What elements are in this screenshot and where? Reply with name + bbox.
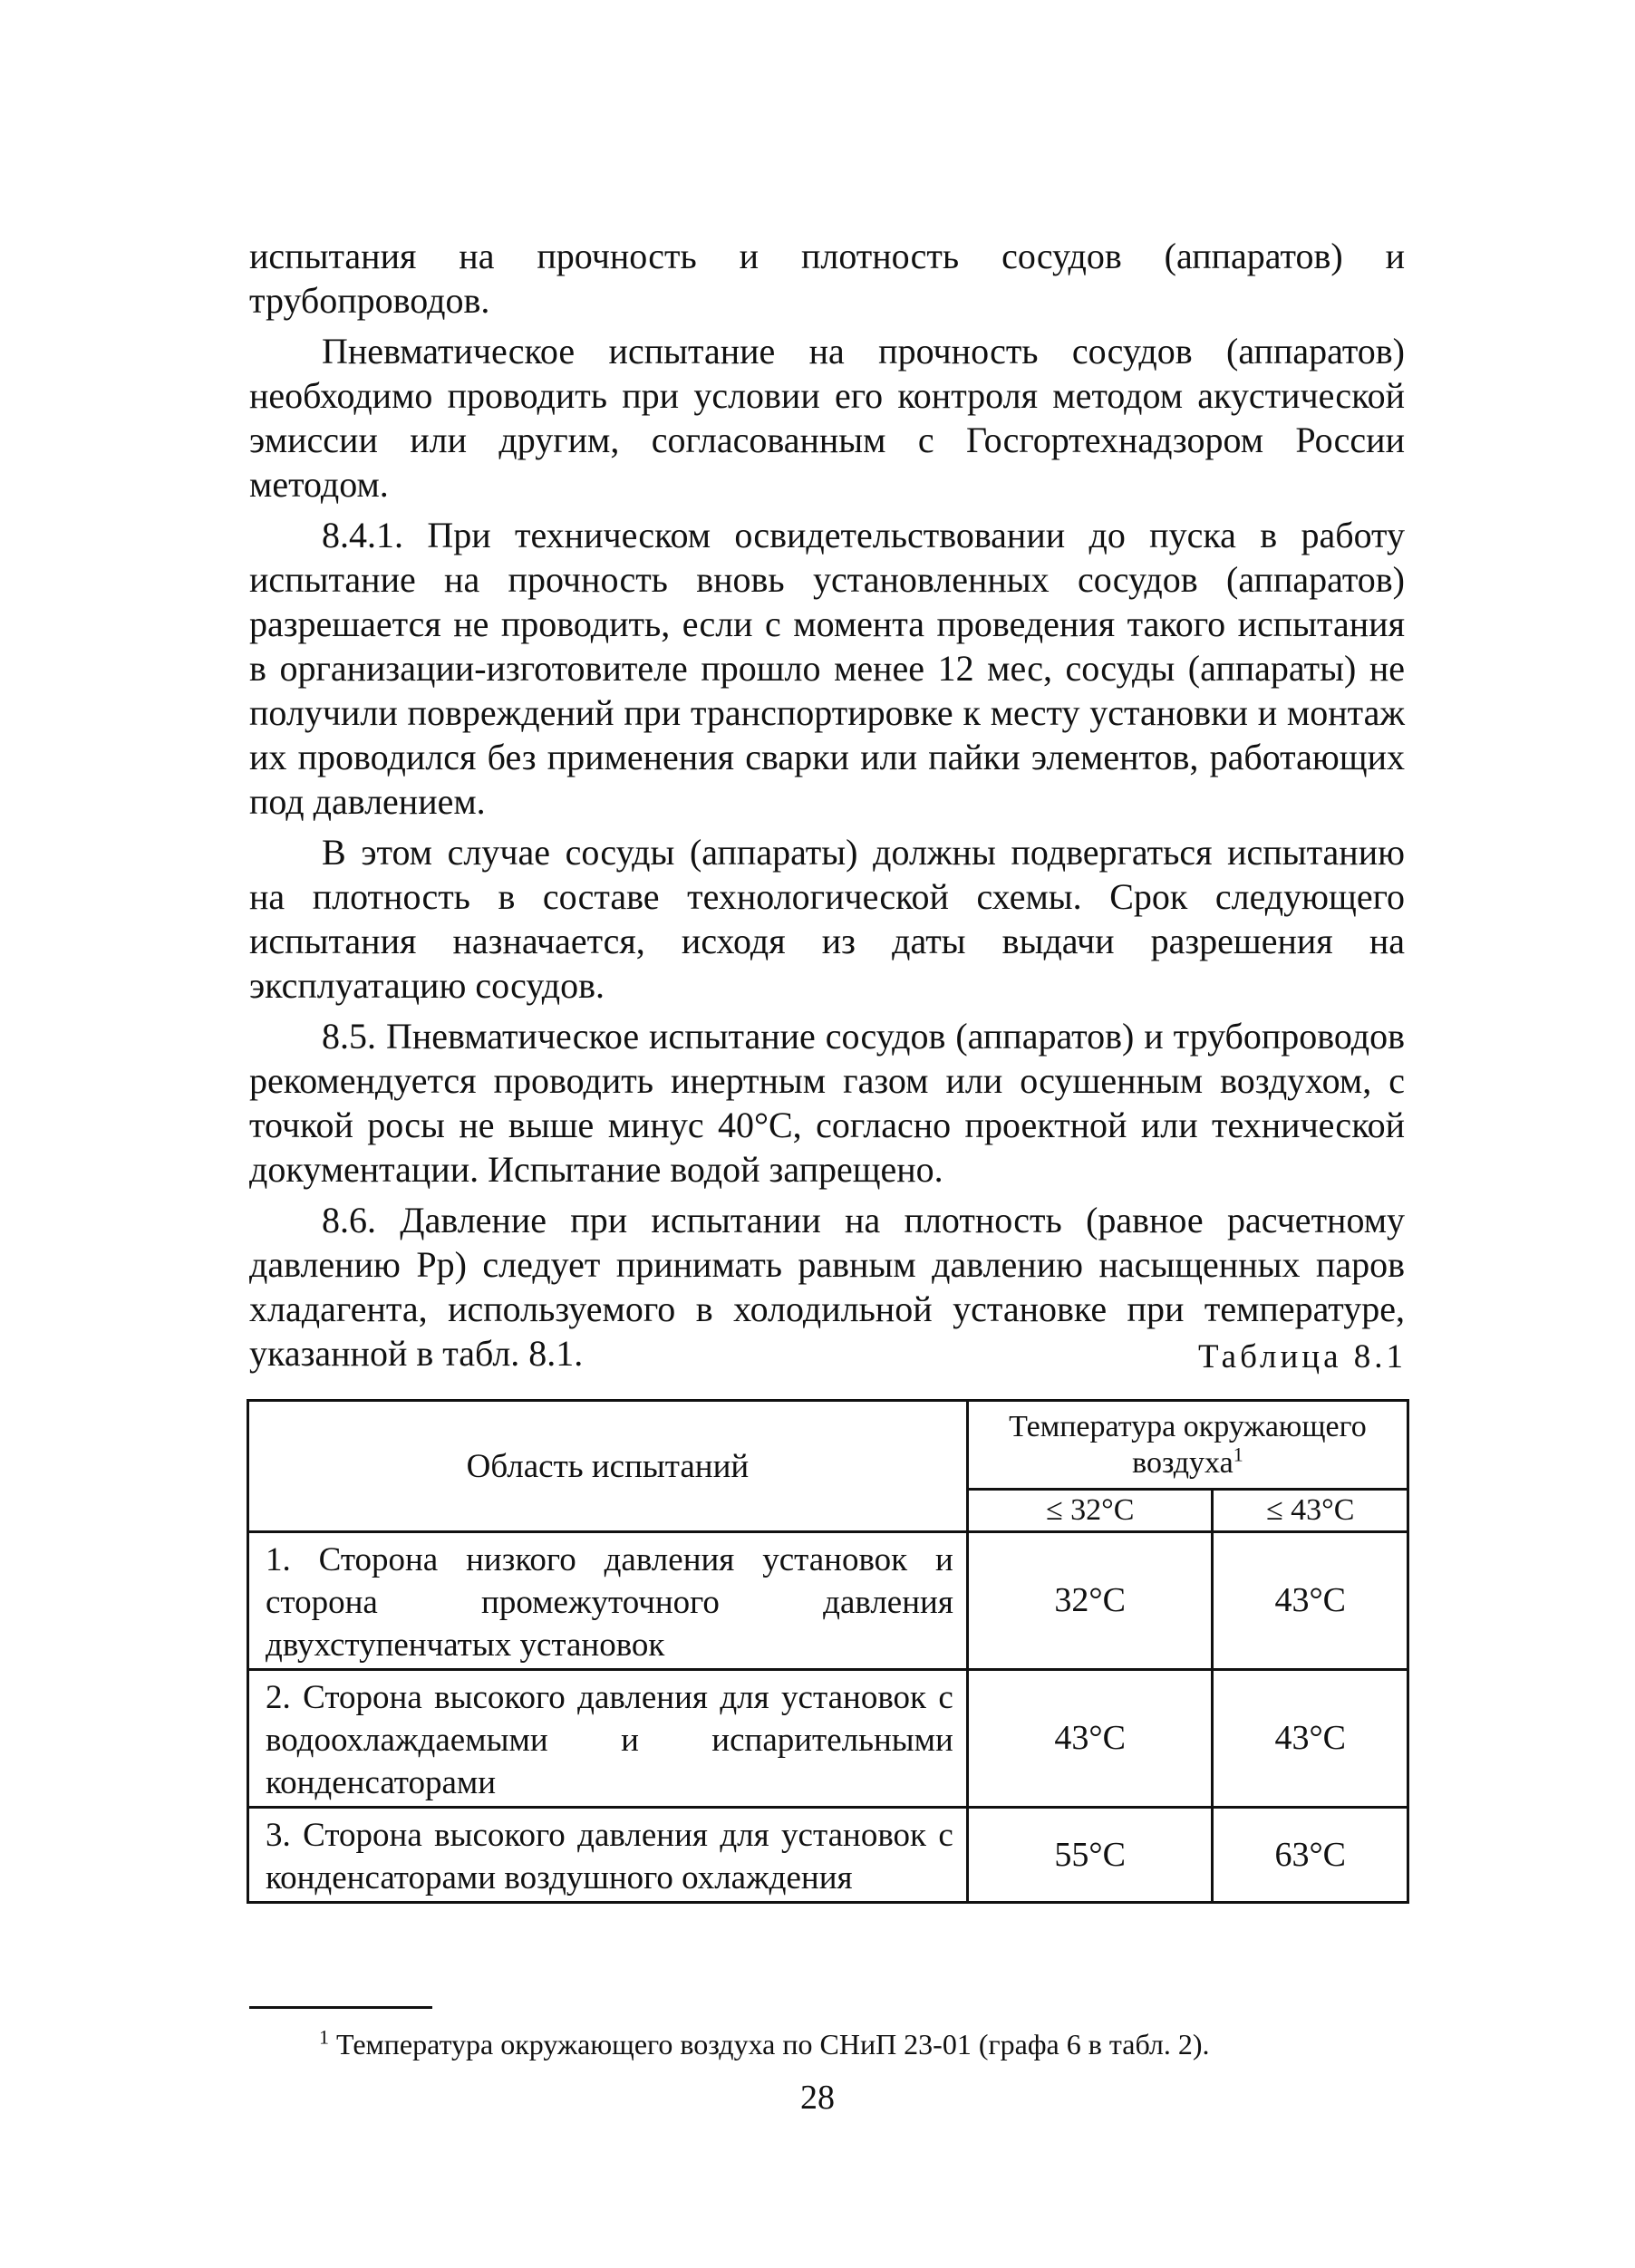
- header-temp-32: ≤ 32°С: [967, 1490, 1213, 1532]
- footnote-separator: [249, 2006, 432, 2009]
- paragraph-clause-8-4-1: 8.4.1. При техническом освидетельствовании до пуска в работу испытание на прочность вновь установленных сосудов (аппаратов) разрешается не проводить, если с момента проведения такого испытания в организации-изготовителе прошло менее 12 мес, сосуды (аппараты) не получили повреждений при транспортировке к месту установки и монтаж их проводился без применения сварки или пайки элементов, работающих под давлением.: [249, 515, 1405, 822]
- paragraph-clause-8-5: 8.5. Пневматическое испытание сосудов (аппаратов) и трубопроводов рекомендуется проводить инертным газом или осушенным воздухом, с точкой росы не выше минус 40°С, согласно проектной или технической документации. Испытание водой запрещено.: [249, 1016, 1405, 1190]
- row-temp-1: 43°С: [967, 1670, 1213, 1808]
- row-temp-2: 43°С: [1213, 1532, 1408, 1670]
- header-test-area: [248, 1401, 968, 1532]
- page-number: 28: [800, 2079, 835, 2117]
- paragraph: Пневматическое испытание на прочность сосудов (аппаратов) необходимо проводить при условии его контроля методом акустической эмиссии или другим, согласованным с Госгортехнадзором России методом.: [249, 331, 1405, 505]
- table-caption: Таблица 8.1: [1198, 1338, 1407, 1375]
- paragraph: испытания на прочность и плотность сосудов (аппаратов) и трубопроводов.: [249, 236, 1405, 321]
- paragraph: В этом случае сосуды (аппараты) должны подвергаться испытанию на плотность в составе технологической схемы. Срок следующего испытания назначается, исходя из даты выдачи разрешения на эксплуатацию сосудов.: [249, 832, 1405, 1006]
- row-area: 3. Сторона высокого давления для установок с конденсаторами воздушного охлаждения: [248, 1808, 968, 1903]
- header-ambient-temperature-label: Температура окружающего воздуха: [1009, 1409, 1367, 1480]
- footnote-mark: 1: [319, 2025, 329, 2049]
- row-area: 1. Сторона низкого давления установок и сторона промежуточного давления двухступенчатых установок: [248, 1532, 968, 1670]
- footnote-mark: 1: [1233, 1443, 1243, 1466]
- table-row: [248, 1670, 1408, 1808]
- test-temperature-table: [247, 1399, 1409, 1904]
- paragraph-clause-8-6: 8.6. Давление при испытании на плотность (равное расчетному давлению Pр) следует принимать равным давлению насыщенных паров хладагента, используемого в холодильной установке при температуре, указанной в табл. 8.1.: [249, 1200, 1405, 1374]
- header-temp-43: ≤ 43°С: [1213, 1490, 1408, 1532]
- footnote: [319, 2026, 1210, 2062]
- row-temp-1: 55°С: [967, 1808, 1213, 1903]
- header-test-area-label: Область испытаний: [466, 1447, 750, 1485]
- table-row: [248, 1808, 1408, 1903]
- body-text: [249, 234, 1405, 1382]
- row-area: 2. Сторона высокого давления для установок с водоохлаждаемыми и испарительными конденсаторами: [248, 1670, 968, 1808]
- table-row: [248, 1532, 1408, 1670]
- row-temp-1: 32°С: [967, 1532, 1213, 1670]
- row-temp-2: 63°С: [1213, 1808, 1408, 1903]
- footnote-text: Температура окружающего воздуха по СНиП 23-01 (графа 6 в табл. 2).: [336, 2028, 1210, 2061]
- header-ambient-temperature: [967, 1401, 1408, 1490]
- row-temp-2: 43°С: [1213, 1670, 1408, 1808]
